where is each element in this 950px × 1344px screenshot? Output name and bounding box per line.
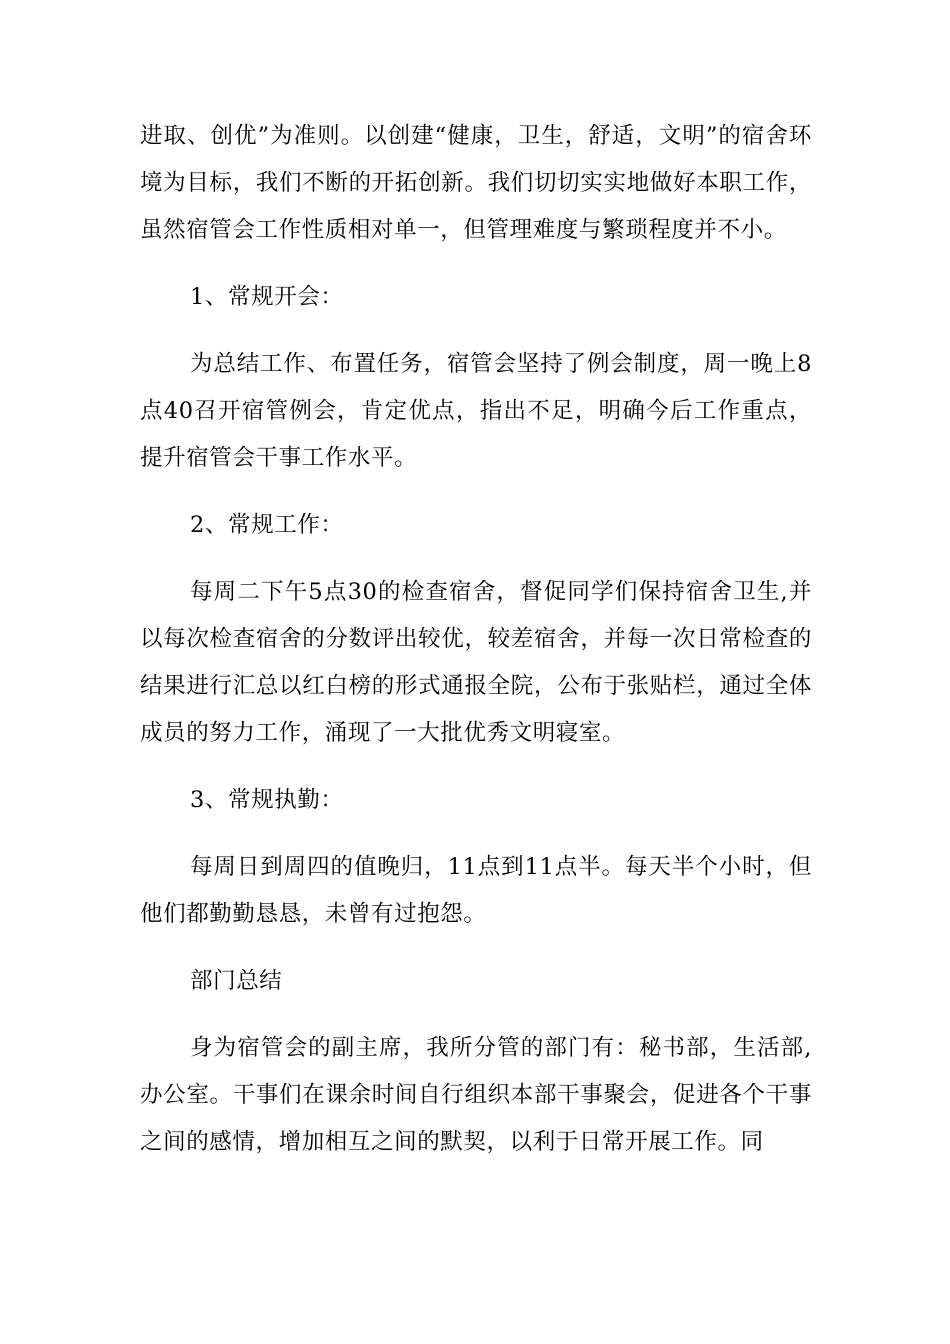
paragraph-regular-duty: 每周日到周四的值晚归，11点到11点半。每天半个小时，但他们都勤勤恳恳，未曾有过抱怨。 [140,854,812,927]
heading-regular-meetings: 1、常规开会： [190,284,344,310]
paragraph-department-summary: 身为宿管会的副主席，我所分管的部门有：秘书部，生活部,办公室。干事们在课余时间自行组织本部干事聚会，促进各个干事之间的感情，增加相互之间的默契，以利于日常开展工作。同 [140,1035,812,1155]
paragraph-regular-meetings: 为总结工作、布置任务，宿管会坚持了例会制度，周一晚上8点40召开宿管例会，肯定优点，指出不足，明确今后工作重点，提升宿管会干事工作水平。 [140,351,812,471]
paragraph-intro: 进取、创优”为准则。以创建“健康，卫生，舒适，文明”的宿舍环境为目标，我们不断的开拓创新。我们切切实实地做好本职工作，虽然宿管会工作性质相对单一，但管理难度与繁琐程度并不小。 [140,123,812,243]
heading-regular-duty: 3、常规执勤： [190,787,344,813]
paragraph-regular-work: 每周二下午5点30的检查宿舍，督促同学们保持宿舍卫生,并以每次检查宿舍的分数评出较优，较差宿舍，并每一次日常检查的结果进行汇总以红白榜的形式通报全院，公布于张贴栏，通过全体成员的努力工作，涌现了一大批优秀文明寝室。 [140,579,812,746]
document-body [140,113,812,1186]
heading-department-summary: 部门总结 [190,968,283,994]
heading-regular-work: 2、常规工作： [190,512,344,538]
